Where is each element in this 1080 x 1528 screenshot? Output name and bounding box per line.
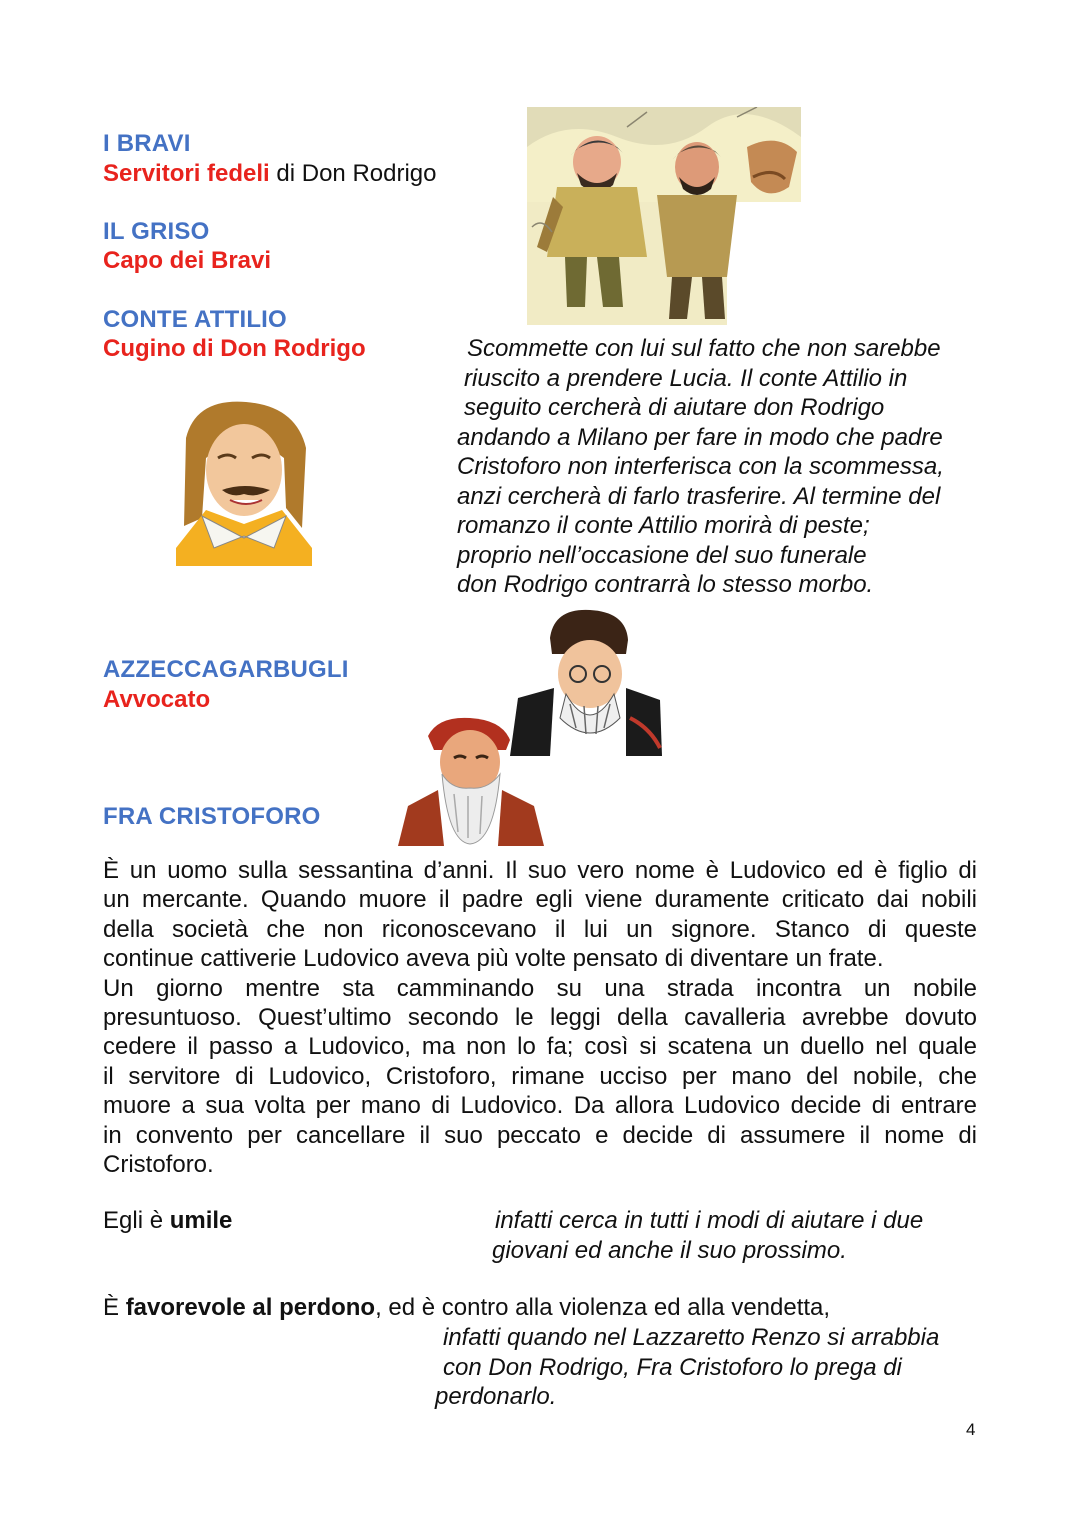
azzeccagarbugli-role: Avvocato: [103, 686, 211, 713]
attilio-line: andando a Milano per fare in modo che padre: [457, 423, 943, 451]
attilio-line: anzi cercherà di farlo trasferire. Al termine del: [457, 482, 941, 510]
trait-forgiveness-prefix: È: [103, 1294, 126, 1321]
attilio-line: riuscito a prendere Lucia. Il conte Attilio in: [464, 364, 908, 392]
cristoforo-portrait: [398, 714, 544, 846]
attilio-line: Cristoforo non interferisca con la scommessa,: [457, 453, 944, 480]
trait-humble-bold: umile: [169, 1207, 233, 1234]
attilio-line: seguito cercherà di aiutare don Rodrigo: [464, 394, 885, 421]
bravi-role-bold: Servitori fedeli: [103, 160, 270, 187]
bio-line: un mercante. Quando muore il padre egli viene duramente criticato dai nobili: [103, 886, 977, 914]
bio-line: presuntuoso. Quest’ultimo secondo le leggi della cavalleria avrebbe dovuto: [103, 1004, 977, 1032]
bio-line: muore a sua volta per mano di Ludovico. Da allora Ludovico decide di entrare: [103, 1092, 977, 1120]
trait-forgiveness-line: con Don Rodrigo, Fra Cristoforo lo prega di: [443, 1353, 902, 1381]
attilio-description: [457, 334, 997, 600]
attilio-heading: CONTE ATTILIO: [103, 306, 287, 333]
bio-line: continue cattiverie Ludovico aveva più volte pensato di diventare un frate.: [103, 945, 884, 973]
attilio-line: romanzo il conte Attilio morirà di peste;: [457, 512, 870, 539]
bravi-role-rest: di Don Rodrigo: [269, 160, 437, 187]
trait-humble-line: infatti cerca in tutti i modi di aiutare i due: [495, 1207, 924, 1234]
trait-humble-prefix: Egli è: [103, 1207, 170, 1234]
attilio-role: Cugino di Don Rodrigo: [103, 335, 366, 362]
attilio-line: don Rodrigo contrarrà lo stesso morbo.: [457, 571, 874, 598]
page-number: 4: [966, 1420, 976, 1439]
trait-forgiveness: [103, 1294, 830, 1322]
trait-forgiveness-bold: favorevole al perdono: [125, 1294, 376, 1321]
trait-forgiveness-line: infatti quando nel Lazzaretto Renzo si arrabbia: [443, 1324, 940, 1351]
bio-line: cedere il passo a Ludovico, ma non lo fa; così si scatena un duello nel quale: [103, 1033, 977, 1061]
attilio-line: Scommette con lui sul fatto che non sarebbe: [467, 335, 941, 362]
trait-humble: [103, 1207, 232, 1235]
bio-line: Cristoforo.: [103, 1151, 214, 1179]
bravi-role: [103, 160, 437, 188]
trait-humble-explanation: [492, 1206, 992, 1265]
trait-forgiveness-rest: , ed è contro alla violenza ed alla vendetta,: [375, 1294, 831, 1321]
attilio-line: proprio nell’occasione del suo funerale: [457, 541, 867, 569]
trait-forgiveness-line: perdonarlo.: [435, 1383, 557, 1410]
cristoforo-bio: [103, 856, 977, 1179]
trait-humble-line: giovani ed anche il suo prossimo.: [492, 1236, 847, 1264]
bio-line: È un uomo sulla sessantina d’anni. Il suo vero nome è Ludovico ed è figlio di: [103, 857, 977, 884]
griso-heading: IL GRISO: [103, 218, 210, 245]
griso-role: Capo dei Bravi: [103, 247, 272, 274]
attilio-portrait: [166, 398, 318, 566]
bravi-heading: I BRAVI: [103, 130, 191, 157]
bio-line: il servitore di Ludovico, Cristoforo, rimane ucciso per mano del nobile, che: [103, 1062, 977, 1090]
trait-forgiveness-explanation: [435, 1323, 995, 1412]
bio-line: della società che non riconoscevano il lui un signore. Stanco di queste: [103, 915, 977, 943]
azzeccagarbugli-heading: AZZECCAGARBUGLI: [103, 656, 349, 683]
bio-line: in convento per cancellare il suo peccato e decide di assumere il nome di: [103, 1121, 977, 1149]
cristoforo-heading: FRA CRISTOFORO: [103, 803, 321, 830]
bio-line: Un giorno mentre sta camminando su una strada incontra un nobile: [103, 974, 977, 1002]
bravi-illustration: [527, 107, 801, 325]
